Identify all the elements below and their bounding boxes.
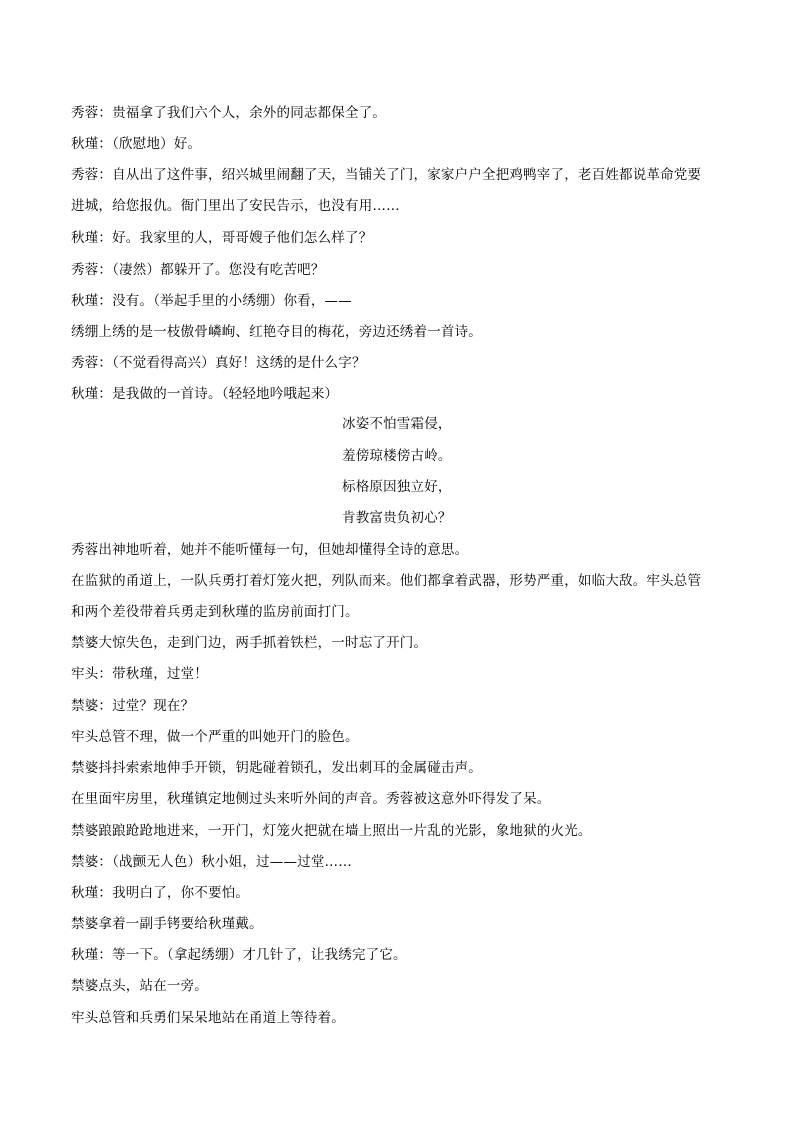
- text-line: 牢头总管不理，做一个严重的叫她开门的脸色。: [71, 729, 359, 745]
- text-line: 禁婆拿着一副手铐要给秋瑾戴。: [71, 916, 263, 932]
- text-line: 禁婆：过堂？现在？: [71, 698, 195, 714]
- text-line: 秋瑾：（欣慰地）好。: [71, 136, 202, 152]
- text-line: 禁婆点头，站在一旁。: [71, 978, 208, 994]
- text-line: 禁婆踉踉跄跄地进来，一开门，灯笼火把就在墙上照出一片乱的光影，象地狱的火光。: [71, 823, 592, 839]
- text-line: 绣绷上绣的是一枝傲骨嶙峋、红艳夺目的梅花，旁边还绣着一首诗。: [71, 324, 482, 340]
- text-line: 禁婆：（战颤无人色）秋小姐，过——过堂……: [71, 854, 352, 870]
- text-line: 秋瑾：等一下。（拿起绣绷）才几针了，让我绣完了它。: [71, 947, 407, 963]
- text-line: 在里面牢房里，秋瑾镇定地侧过头来听外间的声音。秀蓉被这意外吓得发了呆。: [71, 791, 551, 807]
- text-line: 秀蓉：自从出了这件事，绍兴城里闹翻了天，当铺关了门，家家户户全把鸡鸭宰了，老百姓都说革命党要: [71, 167, 702, 183]
- text-line: 禁婆大惊失色，走到门边，两手抓着铁栏，一时忘了开门。: [71, 635, 428, 651]
- text-line: 秋瑾：没有。（举起手里的小绣绷）你看，——: [71, 293, 352, 309]
- text-line: 禁婆抖抖索索地伸手开锁，钥匙碰着锁孔，发出刺耳的金属碰击声。: [71, 760, 482, 776]
- text-line: 秋瑾：我明白了，你不要怕。: [71, 885, 250, 901]
- text-line: 秀蓉出神地听着，她并不能听懂每一句，但她却懂得全诗的意思。: [71, 542, 469, 558]
- text-line: 牢头：带秋瑾，过堂！: [71, 666, 208, 682]
- poem-line: 冰姿不怕雪霜侵，: [342, 416, 452, 432]
- text-line: 秀蓉：（不觉看得高兴）真好！这绣的是什么字？: [71, 355, 366, 371]
- text-line: 秋瑾：好。我家里的人，哥哥嫂子他们怎么样了？: [71, 230, 373, 246]
- poem-line: 羞傍琼楼傍古岭。: [342, 448, 452, 464]
- text-line: 秀蓉：贵福拿了我们六个人，余外的同志都保全了。: [71, 105, 387, 121]
- text-line: 和两个差役带着兵勇走到秋瑾的监房前面打门。: [71, 604, 359, 620]
- text-line: 牢头总管和兵勇们呆呆地站在甬道上等待着。: [71, 1010, 345, 1026]
- text-line: 进城，给您报仇。衙门里出了安民告示，也没有用……: [71, 198, 400, 214]
- text-line: 在监狱的甬道上，一队兵勇打着灯笼火把，列队而来。他们都拿着武器，形势严重，如临大敌。牢头总管: [71, 573, 702, 589]
- poem-line: 标格原因独立好，: [342, 479, 452, 495]
- poem-line: 肯教富贵负初心？: [342, 510, 452, 526]
- text-line: 秀蓉：（凄然）都躲开了。您没有吃苦吧？: [71, 262, 325, 278]
- text-line: 秋瑾：是我做的一首诗。（轻轻地吟哦起来）: [71, 386, 339, 402]
